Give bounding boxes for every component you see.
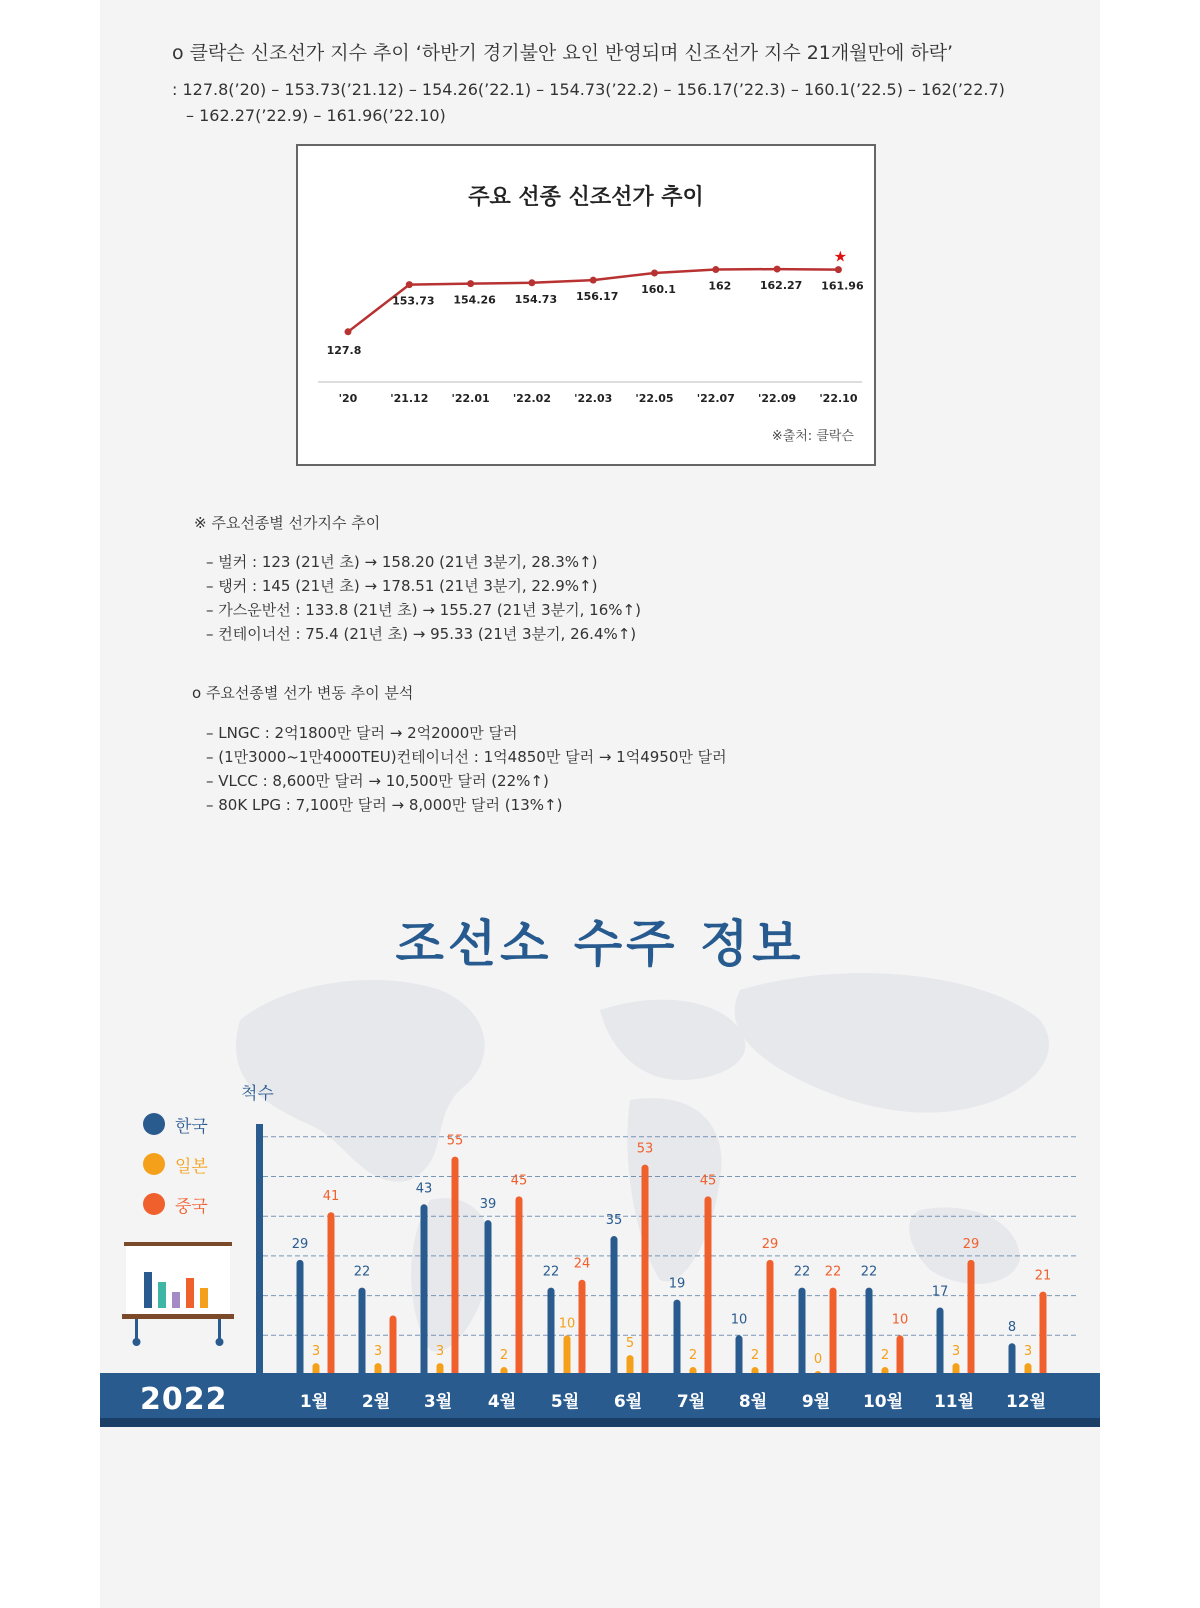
data-label: 41 xyxy=(322,1189,340,1205)
month-label: 4월 xyxy=(487,1392,517,1412)
bar-중국 xyxy=(1040,1292,1047,1375)
list-item: – 벌커 : 123 (21년 초) → 158.20 (21년 3분기, 28.3%↑) xyxy=(206,553,598,571)
list-item: – 탱커 : 145 (21년 초) → 178.51 (21년 3분기, 22.9%↑) xyxy=(206,577,598,595)
section-price-change-title: o 주요선종별 선가 변동 추이 분석 xyxy=(192,684,414,702)
value-label: 162 xyxy=(708,279,732,293)
month-label: 2월 xyxy=(361,1392,391,1412)
bar-중국 xyxy=(705,1196,712,1375)
list-item: – LNGC : 2억1800만 달러 → 2억2000만 달러 xyxy=(206,724,518,742)
bar-중국 xyxy=(897,1335,904,1375)
data-label: 24 xyxy=(573,1256,591,1272)
month-label: 10월 xyxy=(862,1392,904,1412)
bar-한국 xyxy=(359,1288,366,1375)
data-label: 53 xyxy=(636,1141,654,1157)
data-label: 8 xyxy=(1007,1320,1017,1336)
bar-한국 xyxy=(736,1335,743,1375)
data-label: 3 xyxy=(951,1344,961,1360)
list-item: – 가스운반선 : 133.8 (21년 초) → 155.27 (21년 3분기, 16%↑) xyxy=(206,601,641,619)
legend-item-korea xyxy=(143,1104,208,1144)
data-label: 2 xyxy=(688,1348,698,1364)
list-item: – 80K LPG : 7,100만 달러 → 8,000만 달러 (13%↑) xyxy=(206,796,563,814)
value-label: 162.27 xyxy=(759,279,803,293)
bar-한국 xyxy=(674,1300,681,1375)
x-tick-label: '20 xyxy=(338,392,358,405)
x-tick-label: '22.02 xyxy=(512,392,551,405)
timeline-bar-shadow xyxy=(100,1418,1100,1427)
bar-중국 xyxy=(767,1260,774,1375)
star-icon: ★ xyxy=(833,247,848,266)
data-label: 29 xyxy=(761,1236,779,1252)
line-chart-title: 주요 선종 신조선가 추이 xyxy=(468,185,704,210)
bar-중국 xyxy=(642,1165,649,1375)
y-axis-unit: 척수 xyxy=(241,1084,274,1104)
data-label: 22 xyxy=(824,1264,842,1280)
source-note: ※출처: 클락슨 xyxy=(771,429,854,444)
index-line-1: : 127.8(’20) – 153.73(’21.12) – 154.26(’22.1) – 154.73(’22.2) – 156.17(’22.3) – 160.1(’22.5) – 162(’22.7) xyxy=(172,80,1005,99)
legend-label-china: 중국 xyxy=(175,1196,208,1217)
month-label: 1월 xyxy=(299,1392,329,1412)
list-item: – VLCC : 8,600만 달러 → 10,500만 달러 (22%↑) xyxy=(206,772,549,790)
price-change-list xyxy=(206,721,727,817)
headline: o 클락슨 신조선가 지수 추이 ‘하반기 경기불안 요인 반영되며 신조선가 지수 21개월만에 하락’ xyxy=(172,42,954,64)
line-point xyxy=(774,266,781,273)
data-label: 35 xyxy=(605,1213,623,1229)
orders-title: 조선소 수주 정보 xyxy=(395,915,805,973)
data-label: 3 xyxy=(373,1344,383,1360)
list-item: – (1만3000~1만4000TEU)컨테이너선 : 1억4850만 달러 → 1억4950만 달러 xyxy=(206,748,727,766)
line-point xyxy=(528,279,535,286)
bar-중국 xyxy=(390,1315,397,1375)
orders-bar-chart xyxy=(240,1110,1080,1375)
data-label: 10 xyxy=(730,1312,748,1328)
bar-중국 xyxy=(452,1157,459,1375)
x-tick-label: '21.12 xyxy=(390,392,429,405)
value-label: 127.8 xyxy=(326,343,362,357)
legend xyxy=(143,1104,208,1224)
bar-한국 xyxy=(485,1220,492,1375)
value-label: 161.96 xyxy=(821,279,864,293)
data-label: 10 xyxy=(891,1312,909,1328)
data-label: 22 xyxy=(793,1264,811,1280)
bar-중국 xyxy=(516,1196,523,1375)
bar-한국 xyxy=(421,1204,428,1375)
month-label: 6월 xyxy=(613,1392,643,1412)
month-label: 8월 xyxy=(738,1392,768,1412)
bar-일본 xyxy=(564,1335,571,1375)
data-label: 29 xyxy=(291,1236,309,1252)
list-item: – 컨테이너선 : 75.4 (21년 초) → 95.33 (21년 3분기, 26.4%↑) xyxy=(206,625,637,643)
month-label: 5월 xyxy=(550,1392,580,1412)
x-tick-label: '22.01 xyxy=(451,392,490,405)
data-label: 22 xyxy=(860,1264,878,1280)
legend-dot-china xyxy=(143,1193,165,1215)
month-label: 7월 xyxy=(676,1392,706,1412)
month-label: 9월 xyxy=(801,1392,831,1412)
bar-한국 xyxy=(866,1288,873,1375)
data-label: 3 xyxy=(311,1344,321,1360)
line-point xyxy=(345,328,352,335)
bar-한국 xyxy=(611,1236,618,1375)
index-line-2: – 162.27(’22.9) – 161.96(’22.10) xyxy=(186,106,446,125)
data-label: 22 xyxy=(542,1264,560,1280)
line-point xyxy=(835,266,842,273)
month-label: 3월 xyxy=(423,1392,453,1412)
x-tick-label: '22.10 xyxy=(819,392,858,405)
newbuild-price-chart xyxy=(296,144,876,466)
line-chart-svg xyxy=(298,146,874,464)
bar-한국 xyxy=(1009,1343,1016,1375)
bar-한국 xyxy=(297,1260,304,1375)
data-label: 22 xyxy=(353,1264,371,1280)
value-label: 160.1 xyxy=(641,283,676,297)
data-label: 45 xyxy=(699,1173,717,1189)
data-label: 2 xyxy=(750,1348,760,1364)
value-label: 154.73 xyxy=(514,292,558,306)
data-label: 2 xyxy=(499,1348,509,1364)
line-point xyxy=(651,270,658,277)
x-tick-label: '22.03 xyxy=(574,392,613,405)
data-label: 0 xyxy=(813,1352,823,1367)
x-tick-label: '22.07 xyxy=(696,392,735,405)
data-label: 10 xyxy=(558,1316,576,1332)
bar-한국 xyxy=(548,1288,555,1375)
data-label: 3 xyxy=(1023,1344,1033,1360)
bar-중국 xyxy=(968,1260,975,1375)
data-label: 19 xyxy=(668,1276,686,1292)
line-point xyxy=(590,277,597,284)
value-label: 154.26 xyxy=(453,293,496,307)
x-tick-label: '22.09 xyxy=(758,392,797,405)
legend-label-japan: 일본 xyxy=(175,1156,208,1177)
data-label: 5 xyxy=(625,1336,635,1352)
data-label: 29 xyxy=(962,1236,980,1252)
legend-item-china xyxy=(143,1184,208,1224)
legend-item-japan xyxy=(143,1144,208,1184)
data-label: 2 xyxy=(880,1348,890,1364)
line-point xyxy=(712,266,719,273)
bar-중국 xyxy=(830,1288,837,1375)
bar-중국 xyxy=(579,1280,586,1375)
data-label: 39 xyxy=(479,1197,497,1213)
x-tick-label: '22.05 xyxy=(635,392,674,405)
value-label: 153.73 xyxy=(392,294,435,308)
price-index-list xyxy=(206,550,641,646)
line-point xyxy=(406,281,413,288)
data-label: 3 xyxy=(435,1344,445,1360)
data-label: 55 xyxy=(446,1133,464,1149)
data-label: 17 xyxy=(931,1284,949,1300)
presentation-board-icon xyxy=(122,1240,234,1350)
month-label: 12월 xyxy=(1005,1392,1047,1412)
legend-dot-japan xyxy=(143,1153,165,1175)
legend-dot-korea xyxy=(143,1113,165,1135)
section-price-index-title: ※ 주요선종별 선가지수 추이 xyxy=(194,514,381,532)
bar-중국 xyxy=(328,1212,335,1375)
value-label: 156.17 xyxy=(575,290,619,304)
bar-한국 xyxy=(799,1288,806,1375)
y-axis-bar xyxy=(256,1124,263,1375)
data-label: 43 xyxy=(415,1181,433,1197)
month-label: 11월 xyxy=(933,1392,975,1412)
line-point xyxy=(467,280,474,287)
legend-label-korea: 한국 xyxy=(175,1116,208,1137)
year-label: 2022 xyxy=(140,1382,228,1417)
data-label: 45 xyxy=(510,1173,528,1189)
data-label: 21 xyxy=(1034,1268,1052,1284)
bar-한국 xyxy=(937,1308,944,1375)
